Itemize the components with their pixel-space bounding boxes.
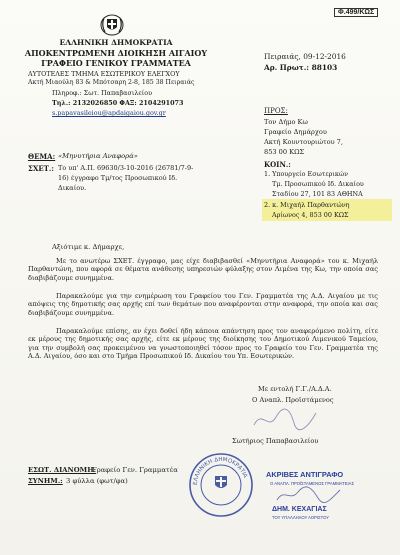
cc-line: 2. κ. Μιχαήλ Παρθαντώνη [264,201,350,209]
related-line: Δικαίου. [58,184,87,192]
signoff-order: Με εντολή Γ.Γ./Α.Δ.Α. [258,385,332,393]
official-seal-stamp [188,452,254,518]
cc-line: Σταδίου 27, 101 83 ΑΘΗΝΑ [272,190,363,198]
cc-label: ΚΟΙΝ.: [264,160,291,169]
signature-mark [250,405,320,433]
certified-subtitle: Ο ΑΝΑΠΛ. ΠΡΟΪΣΤΑΜΕΝΟΣ ΓΡΑΜΜΑΤΕΙΑΣ [270,481,355,486]
certified-name: ΔΗΜ. ΚΕΧΑΓΙΑΣ [272,506,327,513]
coat-of-arms-icon [99,12,125,36]
certified-copy-stamp [258,462,388,520]
reference-code: Φ.499/ΚΩΣ [334,8,378,17]
header-office: ΓΡΑΦΕΙΟ ΓΕΝΙΚΟΥ ΓΡΑΜΜΑΤΕΑ [41,58,191,68]
certified-signature-mark [274,486,344,504]
body-paragraph: Παρακαλούμε επίσης, αν έχει δοθεί ήδη κάποια απάντηση προς τον αναφερόμενο πολίτη, είτε εκ μέρους της δημοτικής σας αρχής, είτε εκ μέρους της διοίκησης του Δημοτικού Λιμενικού Ταμείου, για την συμβολή σας προκειμένου να γνωστοποιηθεί τόσον προς το Γραφείο του Γεν. Γραμματέα της Α.Δ. Αιγαίου, όσο και στο Τμήμα Προσωπικού Ιδ. Δικαίου του Υπ. Εσωτερικών. [28,327,378,361]
recipient-line: Ακτή Κουντουριώτου 7, [264,138,343,146]
header-phone: Τηλ.: 2132026850 ΦΑΞ: 2104291073 [52,99,184,107]
body-paragraph: Με το ανωτέρω ΣΧΕΤ. έγγραφο, μας είχε διαβιβασθεί «Μηνυτήρια Αναφορά» του κ. Μιχαήλ Παρθαντώνη, που αφορά σε θέματα ανάθεσης υπηρεσιών φύλαξης στον Λιμένα της Κω, την οποία σας διαβιβάζουμε συνημμένα. [28,257,378,282]
certified-name-sub: ΤΟΥ ΥΠΑΛΛΗΛΟΥ ΑΟΡΙΣΤΟΥ [272,515,330,520]
recipient-line: 853 00 ΚΩΣ [264,148,305,156]
attachments-value: 3 φύλλα (φωτ/φα) [66,477,128,485]
header-info: Πληροφ.: Σωτ. Παπαβασιλείου [52,89,152,97]
cc-line: Αρίωνος 4, 853 00 ΚΩΣ [272,211,349,219]
header-administration: ΑΠΟΚΕΝΤΡΩΜΕΝΗ ΔΙΟΙΚΗΣΗ ΑΙΓΑΙΟΥ [24,48,208,58]
cc-line: 1. Υπουργείο Εσωτερικών [264,170,348,178]
related-line: 16) έγγραφο Τμ/τος Προσωπικού Ιδ. [58,174,178,182]
protocol-number: Αρ. Πρωτ.: 88103 [264,63,338,72]
body-paragraph: Παρακαλούμε για την ενημέρωση του Γραφείου του Γεν. Γραμματέα της Α.Δ. Αιγαίου με τις απόψεις της δημοτικής σας αρχής επί των θεμάτων που αναφέρονται στην αναφορά, την οποία και σας διαβιβάζουμε συνημμένα. [28,292,378,317]
header-address: Ακτή Μιαούλη 83 & Μπότσαρη 2-8, 185 38 Πειραιάς [28,79,195,86]
related-line: Το υπ' Α.Π. 69630/3-10-2016 (26781/7-9- [58,164,194,172]
signoff-role: Ο Αναπλ. Προϊστάμενος [252,396,334,404]
place-date: Πειραιάς, 09-12-2016 [264,52,346,61]
recipient-line: Γραφείο Δημάρχου [264,128,327,136]
header-email-link[interactable]: s.papavasileiou@apdaigaiou.gov.gr [52,109,166,117]
related-label: ΣΧΕΤ.: [28,164,54,173]
recipient-label: ΠΡΟΣ: [264,107,288,115]
subject-text: «Μηνυτήρια Αναφορά» [58,152,138,160]
header-department: ΑΥΤΟΤΕΛΕΣ ΤΜΗΜΑ ΕΣΩΤΕΡΙΚΟΥ ΕΛΕΓΧΟΥ [28,70,180,78]
recipient-line: Τον Δήμο Κω [264,118,308,126]
header-republic: ΕΛΛΗΝΙΚΗ ΔΗΜΟΚΡΑΤΙΑ [59,38,173,47]
signoff-name: Σωτήριος Παπαβασιλείου [232,437,319,445]
distribution-value: Γραφείο Γεν. Γραμματέα [92,466,178,474]
certified-title: ΑΚΡΙΒΕΣ ΑΝΤΙΓΡΑΦΟ [266,470,344,479]
seal-text: ΕΛΛΗΝΙΚΗ ΔΗΜΟΚΡΑΤΙΑ [192,456,248,486]
attachments-label: ΣΥΝΗΜ.: [28,477,63,485]
distribution-label: ΕΣΩΤ. ΔΙΑΝΟΜΗ: [28,466,97,474]
subject-label: ΘΕΜΑ: [28,152,56,161]
cc-line: Τμ. Προσωπικού Ιδ. Δικαίου [272,180,364,188]
greeting: Αξιότιμε κ. Δήμαρχε, [52,243,125,251]
